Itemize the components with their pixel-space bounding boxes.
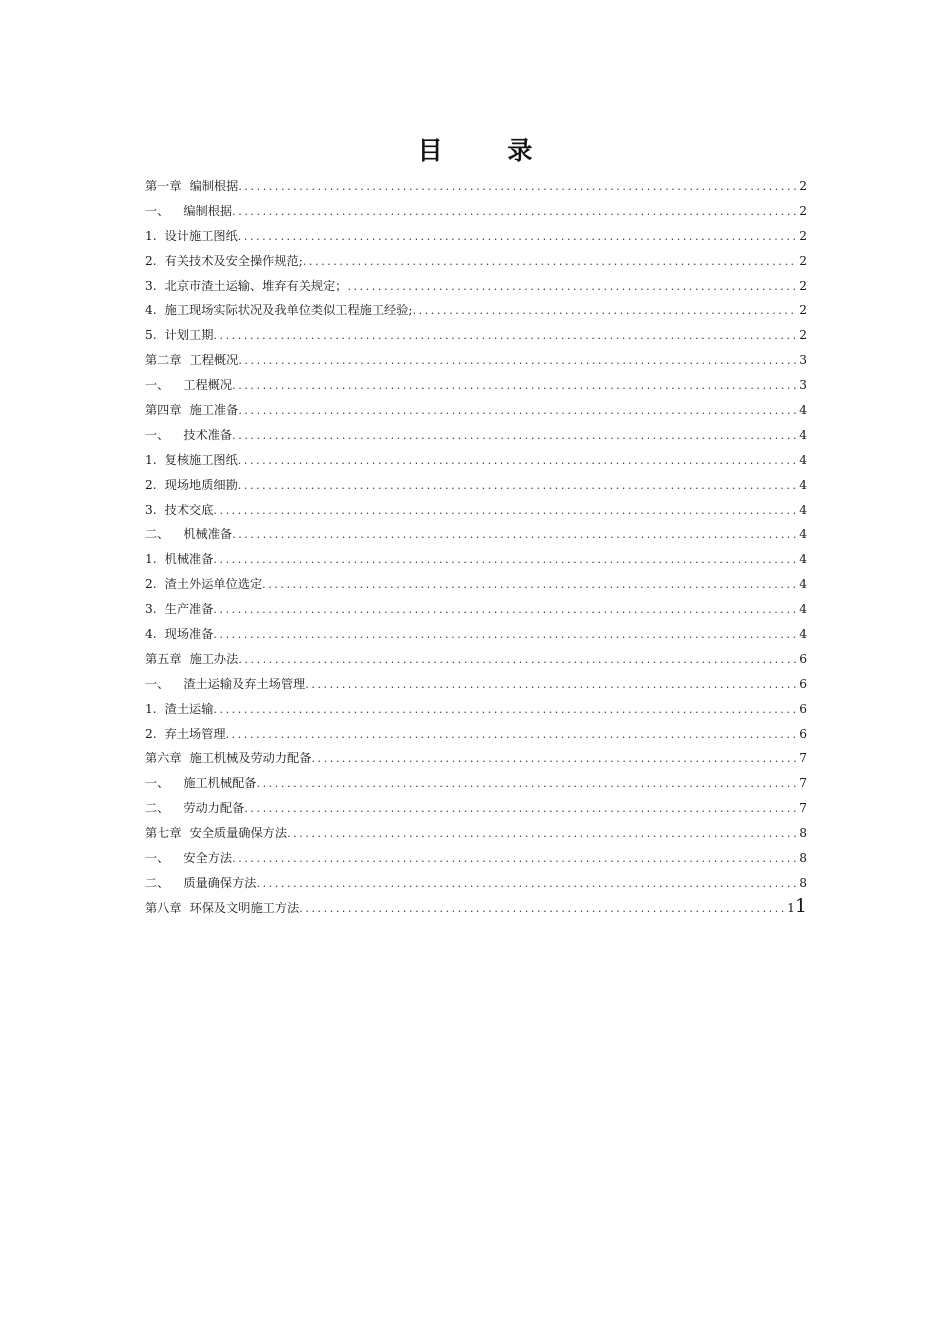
toc-entry-text: 机械准备 [183,527,233,542]
toc-entry-label [145,398,238,423]
toc-entry-text: 施工办法 [189,651,239,666]
toc-entry-prefix: 3. [145,278,157,293]
toc-entry[interactable] [145,298,807,323]
toc-leader-dots [232,374,797,399]
toc-entry-prefix: 5. [145,328,157,343]
toc-entry-label [145,846,232,871]
toc-entry-label [145,771,257,796]
toc-entry-label [145,274,347,299]
toc-title: 目 录 [417,136,561,165]
toc-leader-dots [238,449,797,474]
toc-entry-prefix: 一、 [145,203,170,218]
toc-entry-text: 施工准备 [189,403,239,418]
toc-leader-dots [299,897,785,922]
toc-entry-page: 7 [799,801,807,816]
toc-entry-prefix: 第五章 [145,651,182,666]
toc-leader-dots [347,275,797,300]
toc-entry-page: 4 [799,602,807,617]
toc-entry-prefix: 1. [145,701,157,716]
toc-entry-label [145,373,232,398]
toc-entry-page: 4 [799,527,807,542]
toc-leader-dots [213,598,797,623]
toc-entry-label [145,522,232,547]
toc-entry-prefix: 一、 [145,427,170,442]
toc-entry-label [145,498,213,523]
toc-entry-prefix: 一、 [145,851,170,866]
toc-entry-prefix: 4. [145,627,157,642]
toc-entry-text: 技术交底 [164,502,214,517]
toc-entry-page: 6 [799,726,807,741]
toc-leader-dots [213,548,797,573]
toc-entry-label [145,199,232,224]
toc-leader-dots [238,648,797,673]
toc-entry-page: 4 [799,403,807,418]
toc-entry[interactable] [145,672,807,697]
toc-entry-label [145,622,213,647]
toc-entry-label [145,572,262,597]
toc-entry-page: 8 [799,826,807,841]
toc-entry-text: 计划工期 [164,328,214,343]
toc-entry-page: 8 [799,851,807,866]
toc-entry-page: 4 [799,427,807,442]
toc-leader-dots [232,847,797,872]
toc-entry[interactable] [145,199,807,224]
toc-entry-prefix: 1. [145,452,157,467]
toc-entry-prefix: 4. [145,303,157,318]
toc-entry[interactable] [145,373,807,398]
toc-leader-dots [226,723,798,748]
toc-entry-label [145,423,232,448]
toc-entry[interactable] [145,174,807,199]
toc-entry[interactable] [145,622,807,647]
toc-entry-text: 设计施工图纸 [164,228,238,243]
toc-entry-text: 环保及文明施工方法 [189,900,300,915]
toc-entry-prefix: 二、 [145,527,170,542]
toc-entry-text: 安全质量确保方法 [189,826,288,841]
toc-entry-label [145,224,238,249]
toc-entry-prefix: 二、 [145,801,170,816]
toc-leader-dots [232,523,797,548]
toc-entry-page: 2 [799,303,807,318]
toc-entry-text: 渣土外运单位选定 [164,577,263,592]
toc-entry-prefix: 2. [145,477,157,492]
toc-entry-page-small: 1 [787,900,795,915]
toc-entry[interactable] [145,348,807,373]
toc-entry-prefix: 第四章 [145,403,182,418]
toc-leader-dots [232,424,797,449]
toc-leader-dots [311,747,797,772]
toc-entry-label [145,597,213,622]
toc-entry[interactable] [145,871,807,896]
toc-entry-label [145,796,244,821]
toc-leader-dots [303,250,797,275]
toc-entry-text: 质量确保方法 [183,875,257,890]
toc-entry-text: 复核施工图纸 [164,452,238,467]
toc-entry-text: 工程概况 [189,353,239,368]
toc-entry-prefix: 第八章 [145,900,182,915]
toc-entry-text: 技术准备 [183,427,233,442]
toc-entry-prefix: 第二章 [145,353,182,368]
toc-entry-text: 施工现场实际状况及我单位类似工程施工经验; [164,303,413,318]
toc-entry-page: 3 [799,353,807,368]
toc-entry-prefix: 第六章 [145,751,182,766]
toc-entry-text: 渣土运输 [164,701,214,716]
toc-entry-prefix: 2. [145,253,157,268]
toc-entry-page: 2 [799,278,807,293]
toc-leader-dots [238,175,797,200]
toc-entry-page: 2 [799,179,807,193]
toc-entry[interactable] [145,448,807,473]
toc-leader-dots [413,299,798,324]
toc-entry[interactable] [145,896,807,921]
toc-leader-dots [257,772,798,797]
toc-leader-dots [213,698,797,723]
toc-entry-text: 渣土运输及弃土场管理 [183,676,306,691]
toc-entry[interactable] [145,398,807,423]
toc-entry-page: 4 [799,627,807,642]
toc-leader-dots [287,822,797,847]
toc-entry-page: 6 [799,651,807,666]
toc-entry-label [145,697,213,722]
toc-entry-text: 施工机械配备 [183,776,257,791]
toc-entry-label [145,348,238,373]
toc-entry-label [145,547,213,572]
toc-entry[interactable] [145,647,807,672]
toc-entry[interactable] [145,746,807,771]
toc-entry[interactable] [145,274,807,299]
toc-leader-dots [262,573,797,598]
toc-entry-page: 2 [799,328,807,343]
toc-entry-page: 3 [799,378,807,393]
toc-entry-page: 4 [799,577,807,592]
toc-entry[interactable] [145,771,807,796]
toc-leader-dots [238,349,797,374]
toc-entry-text: 现场准备 [164,627,214,642]
toc-entry-label [145,448,238,473]
toc-entry-prefix: 一、 [145,776,170,791]
toc-entry-page: 2 [799,228,807,243]
toc-entry-label [145,672,305,697]
toc-entry[interactable] [145,423,807,448]
toc-entry-prefix: 一、 [145,378,170,393]
toc-entry-page [787,896,807,921]
toc-entry[interactable] [145,498,807,523]
toc-entry-prefix: 3. [145,502,157,517]
toc-entry[interactable] [145,522,807,547]
toc-entry-label [145,722,226,747]
toc-entry-page: 8 [799,875,807,890]
toc-entry-page: 6 [799,701,807,716]
toc-entry-text: 劳动力配备 [183,801,245,816]
toc-entry-page: 4 [799,477,807,492]
toc-entry-prefix: 1. [145,228,157,243]
toc-entry-prefix: 3. [145,602,157,617]
toc-entry[interactable] [145,821,807,846]
toc-entry[interactable] [145,597,807,622]
toc-entry[interactable] [145,722,807,747]
toc-leader-dots [213,623,797,648]
toc-entry-text: 安全方法 [183,851,233,866]
toc-leader-dots [238,474,797,499]
toc-entry-prefix: 二、 [145,875,170,890]
toc-entry[interactable] [145,572,807,597]
toc-entry[interactable] [145,323,807,348]
toc-entry-text: 有关技术及安全操作规范; [164,253,303,268]
toc-entry-label [145,473,238,498]
toc-leader-dots [213,499,797,524]
toc-entry-label [145,746,311,771]
toc-leader-dots [244,797,797,822]
toc-entry[interactable] [145,473,807,498]
toc-leader-dots [257,872,798,897]
toc-entry[interactable] [145,846,807,871]
toc-entry-page: 4 [799,552,807,567]
toc-entry-page: 4 [799,452,807,467]
toc-list [145,174,807,921]
toc-entry[interactable] [145,547,807,572]
toc-entry-page: 2 [799,203,807,218]
toc-leader-dots [213,324,797,349]
toc-entry-text: 弃土场管理 [164,726,226,741]
toc-entry-prefix: 1. [145,552,157,567]
toc-entry-page-large: 1 [794,894,807,917]
toc-leader-dots [238,225,797,250]
toc-entry-text: 编制根据 [183,203,233,218]
toc-leader-dots [238,399,797,424]
toc-entry-prefix: 一、 [145,676,170,691]
toc-entry[interactable] [145,224,807,249]
toc-entry-label [145,249,303,274]
toc-entry-label [145,298,413,323]
toc-entry-page: 4 [799,502,807,517]
toc-entry-page: 2 [799,253,807,268]
toc-entry-prefix: 2. [145,726,157,741]
toc-leader-dots [305,673,797,698]
toc-entry-label [145,323,213,348]
toc-entry-page: 6 [799,676,807,691]
toc-entry-text: 编制根据 [189,179,239,193]
toc-entry-label [145,871,257,896]
toc-entry[interactable] [145,249,807,274]
toc-entry-text: 工程概况 [183,378,233,393]
toc-entry[interactable] [145,697,807,722]
toc-entry-label [145,821,287,846]
toc-entry-text: 现场地质细勘 [164,477,238,492]
toc-entry-text: 北京市渣土运输、堆弃有关规定； [164,278,348,293]
toc-entry-text: 施工机械及劳动力配备 [189,751,312,766]
toc-entry-prefix: 2. [145,577,157,592]
toc-entry-label [145,174,238,199]
toc-entry-label [145,647,238,672]
toc-entry-prefix: 第七章 [145,826,182,841]
toc-entry-prefix: 第一章 [145,179,182,193]
toc-entry-page: 7 [799,776,807,791]
toc-entry-page: 7 [799,751,807,766]
toc-entry-label [145,896,299,921]
toc-entry-text: 生产准备 [164,602,214,617]
toc-leader-dots [232,200,797,225]
toc-entry-text: 机械准备 [164,552,214,567]
toc-entry[interactable] [145,796,807,821]
